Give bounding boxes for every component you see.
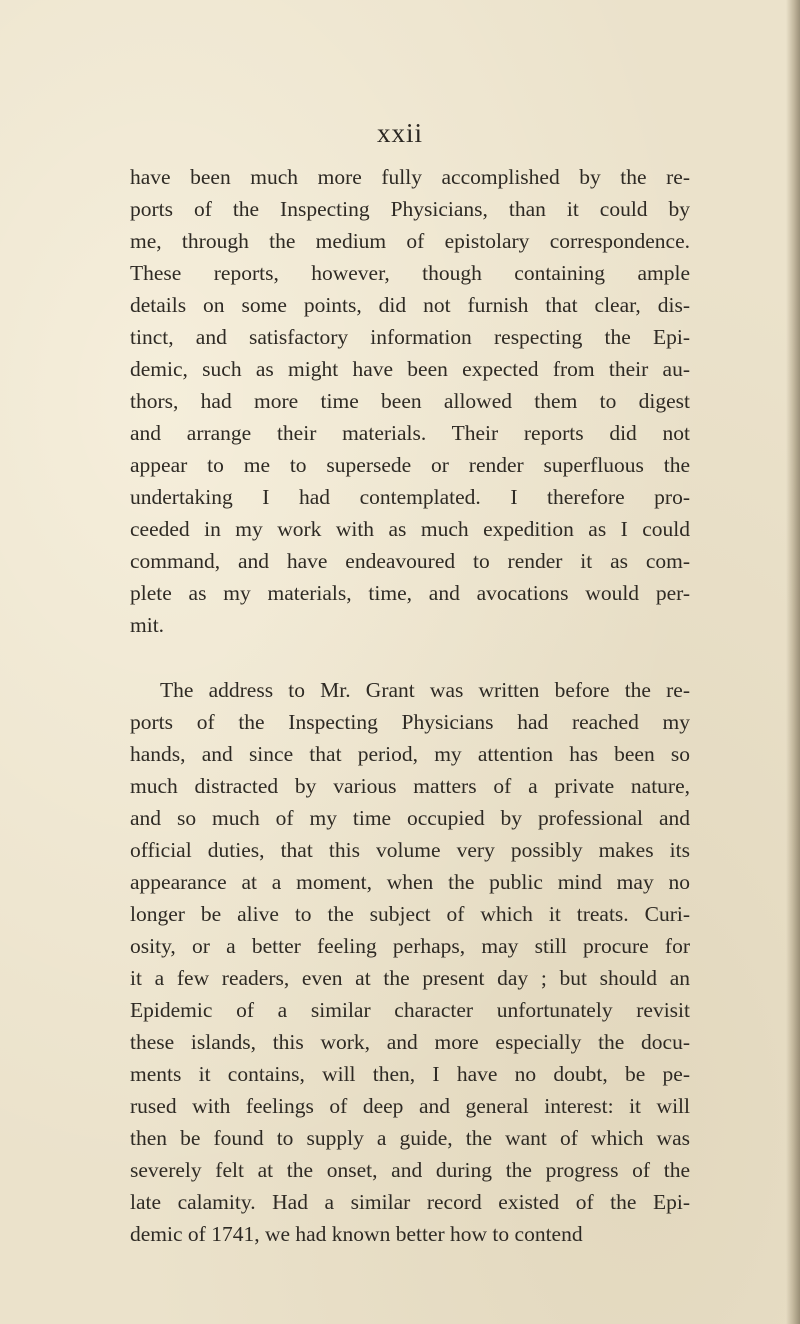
text-line: mit. [130, 613, 165, 637]
paragraph-gap [130, 641, 690, 674]
text-line: undertaking I had contemplated. I therefore pro- [130, 485, 690, 509]
page-number: xxii [376, 118, 423, 148]
text-line: rused with feelings of deep and general interest: it will [130, 1094, 690, 1118]
text-line: longer be alive to the subject of which it treats. Curi- [130, 902, 690, 926]
text-line: tinct, and satisfactory information respecting the Epi- [130, 325, 690, 349]
text-line: The address to Mr. Grant was written before the re- [160, 678, 690, 702]
text-line: ments it contains, will then, I have no doubt, be pe- [130, 1062, 690, 1086]
text-line: then be found to supply a guide, the want of which was [130, 1126, 690, 1150]
paragraph [130, 674, 690, 1250]
body-text [130, 161, 690, 1250]
text-line: command, and have endeavoured to render it as com- [130, 549, 690, 573]
text-line: demic, such as might have been expected from their au- [130, 357, 690, 381]
text-line: have been much more fully accomplished by the re- [130, 165, 690, 189]
text-line: severely felt at the onset, and during the progress of the [130, 1158, 690, 1182]
text-line: and arrange their materials. Their reports did not [130, 421, 690, 445]
text-line: These reports, however, though containing ample [130, 261, 690, 285]
text-line: plete as my materials, time, and avocations would per- [130, 581, 690, 605]
page-edge-shadow [786, 0, 800, 1324]
text-line: me, through the medium of epistolary correspondence. [130, 229, 690, 253]
text-line: ports of the Inspecting Physicians, than it could by [130, 197, 690, 221]
text-line: Epidemic of a similar character unfortunately revisit [130, 998, 690, 1022]
text-line: official duties, that this volume very possibly makes its [130, 838, 690, 862]
text-line: demic of 1741, we had known better how to contend [130, 1222, 583, 1246]
text-line: osity, or a better feeling perhaps, may still procure for [130, 934, 690, 958]
text-line: thors, had more time been allowed them to digest [130, 389, 690, 413]
text-line: late calamity. Had a similar record existed of the Epi- [130, 1190, 690, 1214]
text-line: these islands, this work, and more especially the docu- [130, 1030, 690, 1054]
text-line: and so much of my time occupied by professional and [130, 806, 690, 830]
text-line: ceeded in my work with as much expedition as I could [130, 517, 690, 541]
text-line: ports of the Inspecting Physicians had reached my [130, 710, 690, 734]
paragraph [130, 161, 690, 641]
text-line: it a few readers, even at the present day ; but should an [130, 966, 690, 990]
text-line: hands, and since that period, my attention has been so [130, 742, 690, 766]
text-line: details on some points, did not furnish that clear, dis- [130, 293, 690, 317]
text-line: much distracted by various matters of a private nature, [130, 774, 690, 798]
text-line: appearance at a moment, when the public mind may no [130, 870, 690, 894]
text-line: appear to me to supersede or render superfluous the [130, 453, 690, 477]
